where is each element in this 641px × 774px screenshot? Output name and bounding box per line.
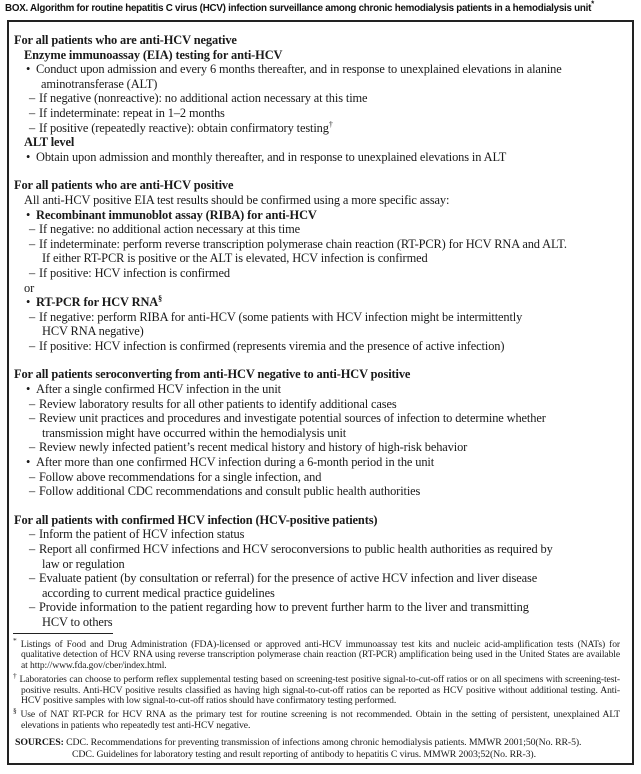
item-text: If positive (repeatedly reactive): obtain confirmatory testing† (39, 119, 333, 135)
dash-icon: – (29, 120, 36, 135)
dash-item (9, 397, 624, 412)
footnote-text: Laboratories can choose to perform reflex supplemental testing based on screening-test positive signal-to-cut-off ratios or on all specimens with screening-test-positive results. Anti-HCV positive results classified as having high signal-to-cut-off ratios can be reported as HCV positive without additional testing. Anti-HCV positive samples with low signal-to-cut-off ratios should have confirmatory testing performed. (16, 674, 620, 706)
dash-icon: – (29, 571, 36, 586)
footnote-text: Listings of Food and Drug Administration (FDA)-licensed or approved anti-HCV immunoassay test kits and nucleic acid-amplification tests (NATs) for qualitative detection of HCV RNA using reverse transcription polymerase chain reaction (RT-PCR) amplification being used in the United States are available at http://www.fda.gov/cber/index.html. (16, 638, 620, 671)
footnote-ref: § (158, 293, 163, 303)
section-heading: For all patients who are anti-HCV positive (14, 178, 234, 193)
dash-icon: – (29, 600, 36, 615)
item-text: If positive: HCV infection is confirmed (39, 265, 230, 280)
sources-label: SOURCES: (15, 737, 64, 749)
text-line: or (24, 280, 35, 295)
dash-icon: – (29, 396, 36, 411)
item-text: Conduct upon admission and every 6 months thereafter, and in response to unexplained elevations in alanine (36, 62, 562, 77)
item-text: If negative (nonreactive): no additional action necessary at this time (39, 91, 368, 106)
item-text: If positive: HCV infection is confirmed (represents viremia and the presence of active infection) (39, 338, 505, 353)
dash-item (9, 411, 624, 426)
dash-icon: – (29, 236, 36, 251)
section (9, 178, 624, 353)
box-sections (9, 33, 624, 630)
item-text: If negative: perform RIBA for anti-HCV (some patients with HCV infection might be intermittently (39, 309, 523, 324)
box-title (5, 0, 639, 14)
item-text: If negative: no additional action necessary at this time (39, 222, 300, 237)
bullet-item (9, 150, 624, 165)
footnote (9, 671, 624, 706)
section-heading: For all patients with confirmed HCV infection (HCV-positive patients) (14, 512, 378, 527)
item-text: Provide information to the patient regarding how to prevent further harm to the liver and transmitting (39, 600, 529, 615)
footnote-marker: * (13, 635, 17, 645)
text-line: transmission might have occurred within the hemodialysis unit (42, 425, 347, 440)
dash-item (9, 222, 624, 237)
dash-icon: – (29, 440, 36, 455)
dash-item (9, 600, 624, 615)
dash-icon: – (29, 105, 36, 120)
item-text: Report all confirmed HCV infections and HCV seroconversions to public health authorities as required by (39, 542, 553, 556)
dash-icon: – (29, 542, 36, 556)
box-frame (7, 20, 634, 765)
dash-item (9, 470, 624, 485)
bullet-icon: • (26, 455, 31, 470)
section-heading: For all patients seroconverting from anti-HCV negative to anti-HCV positive (14, 367, 411, 382)
bullet-icon: • (26, 149, 31, 164)
item-text: Follow additional CDC recommendations and consult public health authorities (39, 484, 421, 499)
section (9, 367, 624, 498)
source-text: CDC. Recommendations for preventing transmission of infections among chronic hemodialysis patients. MMWR 2001;50(No. RR-5). (66, 737, 582, 749)
footnote-marker: † (13, 670, 17, 680)
dash-item (9, 106, 624, 121)
box-title-text: BOX. Algorithm for routine hepatitis C virus (HCV) infection surveillance among chronic hemodialysis patients in a hemodialysis unit (5, 3, 592, 14)
subheading: ALT level (24, 135, 75, 150)
footnote-separator (13, 633, 113, 634)
dash-item (9, 440, 624, 455)
text-line: If either RT-PCR is positive or the ALT is elevated, HCV infection is confirmed (42, 251, 428, 266)
bullet-item (9, 208, 624, 223)
bullet-icon: • (26, 382, 31, 397)
dash-item (9, 310, 624, 325)
dash-item (9, 484, 624, 499)
dash-item (9, 339, 624, 354)
footnote-text: Use of NAT RT-PCR for HCV RNA as the primary test for routine screening is not recommended. Obtain in the setting of persistent, unexplained ALT elevations in patients who repeatedly test anti-HCV negative. (16, 709, 620, 731)
item-text: Evaluate patient (by consultation or referral) for the presence of active HCV infection and liver disease (39, 571, 538, 586)
dash-item (9, 237, 624, 252)
dash-item (9, 542, 624, 557)
text-line: law or regulation (42, 556, 125, 571)
text-line: according to current medical practice guidelines (42, 585, 275, 600)
dash-icon: – (29, 469, 36, 484)
dash-item (9, 571, 624, 586)
section (9, 33, 624, 164)
bullet-item (9, 62, 624, 77)
footnote (9, 636, 624, 671)
item-text: Review laboratory results for all other patients to identify additional cases (39, 396, 397, 411)
bullet-icon: • (26, 62, 31, 77)
item-text: Follow above recommendations for a single infection, and (39, 469, 322, 484)
source-line: CDC. Guidelines for laboratory testing and result reporting of antibody to hepatitis C virus. MMWR 2003;52(No. RR-3). (72, 748, 536, 760)
item-text: Inform the patient of HCV infection status (39, 527, 245, 542)
dash-icon: – (29, 222, 36, 237)
dash-icon: – (29, 484, 36, 499)
bullet-icon: • (26, 207, 31, 222)
dash-icon: – (29, 411, 36, 426)
dash-item (9, 91, 624, 106)
item-text: RT-PCR for HCV RNA§ (36, 293, 163, 310)
footnotes (9, 636, 624, 732)
item-text: If indeterminate: repeat in 1–2 months (39, 105, 225, 120)
dash-item (9, 121, 624, 136)
dash-icon: – (29, 338, 36, 353)
footnote-marker: § (13, 706, 17, 716)
section (9, 513, 624, 630)
item-text: Recombinant immunoblot assay (RIBA) for anti-HCV (36, 207, 317, 222)
text-line: HCV to others (42, 614, 113, 629)
bullet-item (9, 295, 624, 310)
dash-icon: – (29, 91, 36, 106)
dash-icon: – (29, 527, 36, 542)
dash-item (9, 527, 624, 542)
text-line: All anti-HCV positive EIA test results should be confirmed using a more specific assay: (24, 192, 450, 207)
item-text: If indeterminate: perform reverse transcription polymerase chain reaction (RT-PCR) for HCV RNA and ALT. (39, 236, 567, 251)
section-heading: For all patients who are anti-HCV negative (14, 33, 237, 47)
bullet-item (9, 455, 624, 470)
item-text: Review unit practices and procedures and investigate potential sources of infection to determine whether (39, 411, 546, 426)
bullet-icon: • (26, 295, 31, 310)
footnote-ref: † (328, 119, 333, 129)
text-line: aminotransferase (ALT) (41, 76, 158, 91)
bullet-item (9, 382, 624, 397)
item-text: After a single confirmed HCV infection in the unit (36, 382, 281, 397)
sources (9, 737, 624, 760)
item-text: Obtain upon admission and monthly thereafter, and in response to unexplained elevations in ALT (36, 149, 507, 164)
item-text: After more than one confirmed HCV infection during a 6-month period in the unit (36, 455, 435, 470)
box-title-footnote-ref: * (591, 0, 595, 9)
subheading: Enzyme immunoassay (EIA) testing for anti-HCV (24, 47, 283, 62)
item-text: Review newly infected patient’s recent medical history and history of high-risk behavior (39, 440, 468, 455)
dash-icon: – (29, 265, 36, 280)
footnote (9, 706, 624, 731)
text-line: HCV RNA negative) (42, 324, 144, 339)
dash-item (9, 266, 624, 281)
source-line (15, 737, 624, 749)
dash-icon: – (29, 309, 36, 324)
